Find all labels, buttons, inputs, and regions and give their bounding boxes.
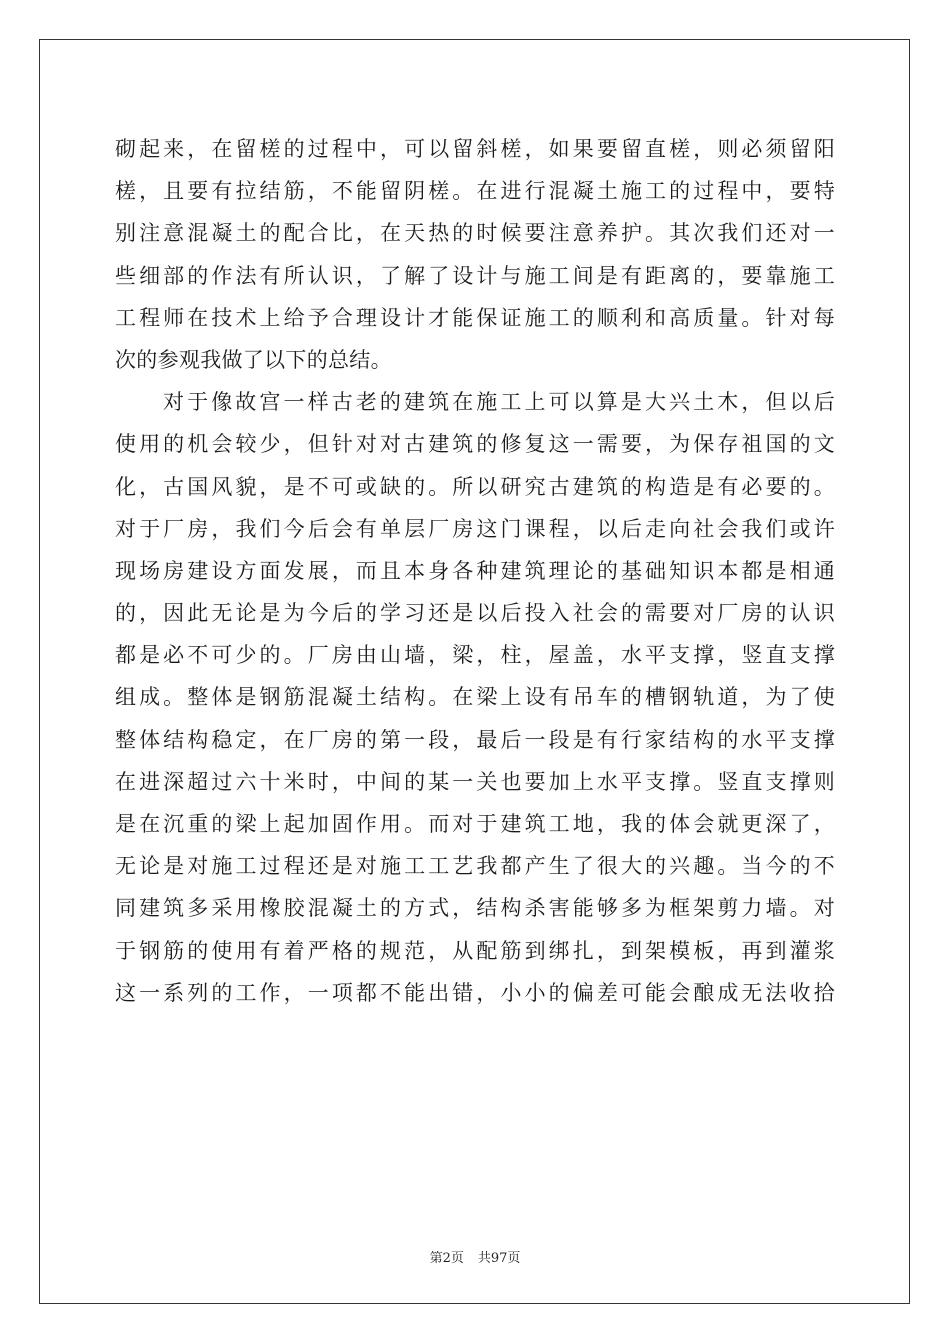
paragraph-1-line: 砌起来，在留槎的过程中，可以留斜槎，如果要留直槎，则必须留阳 [115, 137, 835, 161]
paragraph-2-line: 组成。整体是钢筋混凝土结构。在梁上设有吊车的槽钢轨道，为了使 [115, 685, 835, 710]
paragraph-2-line: 整体结构稳定，在厂房的第一段，最后一段是有行家结构的水平支撑 [115, 727, 835, 752]
paragraph-2-line: 现场房建设方面发展，而且本身各种建筑理论的基础知识本都是相通 [115, 558, 835, 583]
paragraph-1-line: 工程师在技术上给予合理设计才能保证施工的顺利和高质量。针对每 [115, 305, 835, 330]
paragraph-2-line: 在进深超过六十米时，中间的某一关也要加上水平支撑。竖直支撑则 [115, 769, 835, 794]
paragraph-2-line: 无论是对施工过程还是对施工工艺我都产生了很大的兴趣。当今的不 [115, 854, 835, 879]
paragraph-1-line: 别注意混凝土的配合比，在天热的时候要注意养护。其次我们还对一 [115, 221, 835, 246]
paragraph-1-line: 槎，且要有拉结筋，不能留阴槎。在进行混凝土施工的过程中，要特 [115, 179, 835, 204]
paragraph-2-line: 对于像故宫一样古老的建筑在施工上可以算是大兴土木，但以后 [163, 390, 835, 415]
paragraph-2-line: 是在沉重的梁上起加固作用。而对于建筑工地，我的体会就更深了， [115, 812, 835, 836]
paragraph-2-line: 于钢筋的使用有着严格的规范，从配筋到绑扎，到架模板，再到灌浆 [115, 938, 835, 963]
paragraph-2-line: 使用的机会较少，但针对对古建筑的修复这一需要，为保存祖国的文 [115, 432, 835, 457]
page-footer [0, 1247, 950, 1266]
document-body [115, 128, 835, 1014]
paragraph-2-line: 化，古国风貌，是不可或缺的。所以研究古建筑的构造是有必要的。 [115, 474, 835, 499]
paragraph-1-line: 些细部的作法有所认识，了解了设计与施工间是有距离的，要靠施工 [115, 263, 835, 288]
paragraph-2-line: 都是必不可少的。厂房由山墙，梁，柱，屋盖，水平支撑，竖直支撑 [115, 643, 835, 668]
page-total: 共97页 [477, 1251, 521, 1266]
paragraph-2-line: 对于厂房，我们今后会有单层厂房这门课程，以后走向社会我们或许 [115, 516, 835, 541]
page-number: 第2页 [429, 1251, 464, 1266]
paragraph-1-line: 次的参观我做了以下的总结。 [115, 347, 392, 372]
paragraph-2-line: 这一系列的工作，一项都不能出错，小小的偏差可能会酿成无法收拾 [115, 980, 835, 1005]
paragraph-2-line: 的，因此无论是为今后的学习还是以后投入社会的需要对厂房的认识 [115, 601, 835, 626]
paragraph-2-line: 同建筑多采用橡胶混凝土的方式，结构杀害能够多为框架剪力墙。对 [115, 896, 835, 921]
